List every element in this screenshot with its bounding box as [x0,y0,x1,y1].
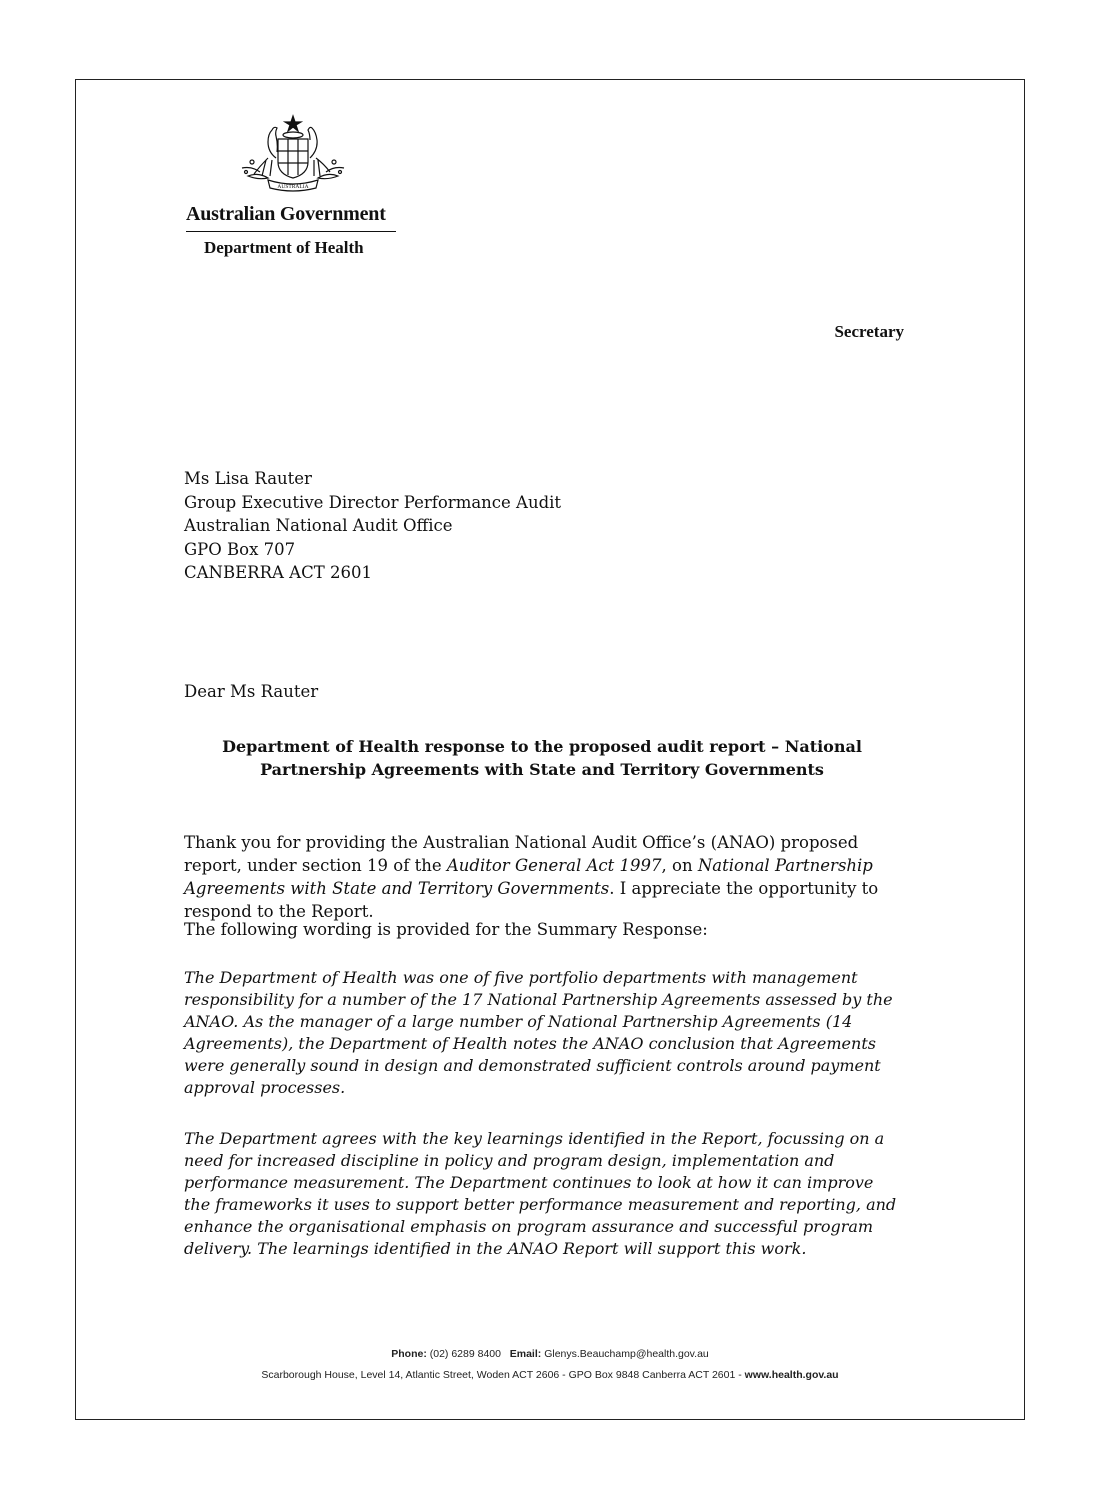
report-title: National Partnership Agreements with State and Territory Governments [184,856,873,898]
recipient-address [184,467,561,585]
recipient-city: CANBERRA ACT 2601 [184,563,372,582]
recipient-position: Group Executive Director Performance Audit [184,492,562,512]
footer-phone-label: Phone: [391,1348,427,1360]
salutation: Dear Ms Rauter [184,682,319,701]
recipient-po-box: GPO Box 707 [184,539,296,559]
recipient-organisation: Australian National Audit Office [184,516,453,535]
footer-street-address: Scarborough House, Level 14, Atlantic Street, Woden ACT 2606 - GPO Box 9848 Canberra ACT 2601 - [261,1369,745,1381]
department-name: Department of Health [204,238,364,257]
paragraph-summary-response-2: The Department agrees with the key learnings identified in the Report, focussing on a need for increased discipline in policy and program design, implementation and performance measurement. The Department continues to look at how it can improve the frameworks it uses to support better performance measurement and reporting, and enhance the organisational emphasis on program assurance and successful program delivery. The learnings identified in the ANAO Report will support this work. [184,1129,897,1258]
footer-email: Glenys.Beauchamp@health.gov.au [544,1348,709,1360]
footer-address [75,1369,1025,1381]
letter-subject: Department of Health response to the proposed audit report – National Partnership Agreements with State and Territory Governments [222,737,862,779]
crest-banner-text: AUSTRALIA [277,184,309,190]
office-title: Secretary [834,322,904,341]
act-title: Auditor General Act 1997 [446,856,662,875]
paragraph-summary-response-1: The Department of Health was one of five portfolio departments with management responsibility for a number of the 17 National Partnership Agreements assessed by the ANAO. As the manager of a large number of National Partnership Agreements (14 Agreements), the Department of Health notes the ANAO conclusion that Agreements were generally sound in design and demonstrated sufficient controls around payment approval processes. [184,968,893,1097]
footer-website: www.health.gov.au [744,1369,839,1381]
agency-name: Australian Government [186,203,386,225]
paragraph-intro-part1: Thank you for providing the Australian National Audit Office’s (ANAO) proposed report, under section 19 of the [184,833,859,875]
paragraph-intro-part3: . I appreciate the opportunity to respond to the Report. [184,879,879,921]
paragraph-summary-intro: The following wording is provided for the Summary Response: [184,920,708,939]
paragraph-intro-part2: , on [661,856,698,875]
letterhead-divider [186,231,396,232]
footer-phone: (02) 6289 8400 [429,1348,501,1360]
coat-of-arms-icon [238,114,348,196]
footer-email-label: Email: [509,1348,542,1360]
footer-contact [75,1348,1025,1360]
paragraph-intro [184,831,904,923]
recipient-name: Ms Lisa Rauter [184,469,312,488]
